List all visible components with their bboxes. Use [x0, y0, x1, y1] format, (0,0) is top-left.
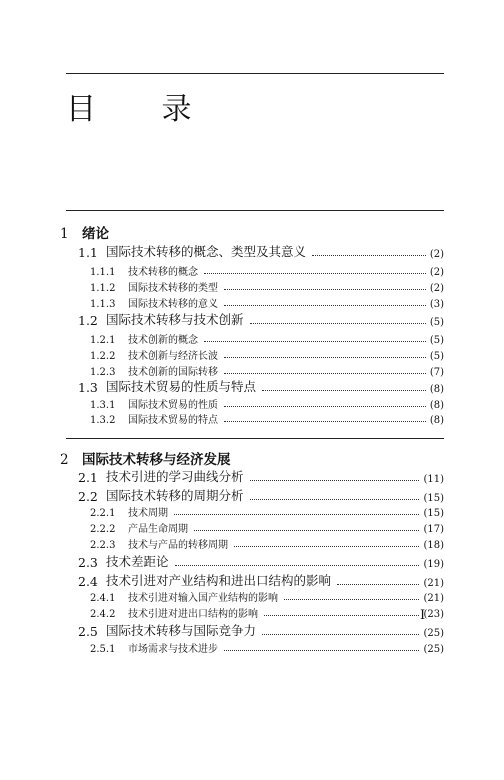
subsection-title: 技术与产品的转移周期	[128, 540, 228, 551]
subsection-number: 1.3.1	[90, 400, 116, 411]
dot-leader	[175, 565, 420, 566]
dot-leader	[262, 390, 426, 391]
page-number: (23)	[423, 609, 444, 620]
chapter-title: 国际技术转移与经济发展	[82, 452, 231, 468]
toc-entry[interactable]	[90, 396, 444, 411]
section-title: 技术引进的学习曲线分析	[106, 469, 244, 484]
page-number: (18)	[423, 540, 444, 551]
toc-entry[interactable]	[90, 520, 444, 535]
dot-leader	[224, 421, 426, 422]
section-title: 国际技术转移的概念、类型及其意义	[106, 244, 307, 259]
page-number: (2)	[429, 283, 444, 294]
toc-entry[interactable]	[90, 263, 444, 278]
subsection-number: 1.1.1	[90, 267, 116, 278]
dot-leader	[264, 615, 419, 616]
toc-entry[interactable]	[78, 242, 444, 260]
page-number: (25)	[423, 644, 444, 655]
dot-leader	[250, 499, 420, 500]
section-number: 1.2	[78, 313, 98, 328]
toc-entry[interactable]	[78, 486, 444, 504]
dot-leader	[224, 357, 426, 358]
chapter-heading[interactable]	[60, 448, 231, 468]
toc-entry[interactable]	[78, 621, 444, 639]
section-number: 2.2	[78, 489, 98, 504]
dot-leader	[284, 599, 419, 600]
toc-entry[interactable]	[78, 467, 444, 485]
section-number: 1.3	[78, 380, 98, 395]
dot-leader	[234, 546, 419, 547]
toc-entry[interactable]	[78, 571, 444, 589]
chapter-heading[interactable]	[60, 222, 109, 242]
subsection-title: 国际技术贸易的特点	[128, 415, 218, 426]
subsection-number: 1.2.3	[90, 367, 116, 378]
dot-leader	[224, 650, 419, 651]
toc-entry[interactable]	[90, 331, 444, 346]
subsection-number: 1.1.3	[90, 299, 116, 310]
toc-entry[interactable]	[90, 536, 444, 551]
subsection-title: 技术创新的国际转移	[128, 367, 218, 378]
toc-entry[interactable]	[90, 363, 444, 378]
dot-leader	[262, 634, 419, 635]
section-title: 技术差距论	[106, 554, 169, 569]
dot-leader	[337, 584, 419, 585]
subsection-title: 技术引进对进出口结构的影响	[128, 609, 258, 620]
toc-entry[interactable]	[90, 347, 444, 362]
page-number: (3)	[429, 299, 444, 310]
subsection-number: 1.1.2	[90, 283, 116, 294]
subsection-title: 国际技术转移的意义	[128, 299, 218, 310]
toc-entry[interactable]	[90, 589, 444, 604]
page-number: (5)	[429, 317, 444, 328]
dot-leader	[204, 273, 426, 274]
section-number: 2.3	[78, 555, 98, 570]
section-title: 国际技术转移与国际竞争力	[106, 623, 257, 638]
section-number: 1.1	[78, 245, 98, 260]
page-number: (21)	[423, 578, 444, 589]
page-number: (15)	[423, 493, 444, 504]
dot-leader	[250, 323, 426, 324]
dot-leader	[224, 373, 426, 374]
section-title: 国际技术转移与技术创新	[106, 312, 244, 327]
dot-leader	[174, 514, 419, 515]
page-number: (8)	[429, 400, 444, 411]
section-number: 2.5	[78, 624, 98, 639]
subsection-title: 技术创新的概念	[128, 335, 198, 346]
dot-leader	[224, 406, 426, 407]
toc-entry[interactable]	[90, 504, 444, 519]
page-number: (19)	[423, 559, 444, 570]
page-number: (8)	[429, 384, 444, 395]
page-number: (8)	[429, 415, 444, 426]
chapter-2-rule	[66, 438, 444, 439]
page-number: (5)	[429, 335, 444, 346]
section-title: 国际技术转移的周期分析	[106, 488, 244, 503]
toc-entry[interactable]	[78, 310, 444, 328]
top-rule	[66, 73, 444, 74]
page-number: (2)	[429, 249, 444, 260]
toc-entry[interactable]	[90, 605, 444, 620]
page-number: (7)	[429, 367, 444, 378]
chapter-1-rule	[66, 210, 444, 211]
toc-entry[interactable]	[90, 279, 444, 294]
subsection-number: 2.5.1	[90, 644, 116, 655]
page-number: (5)	[429, 351, 444, 362]
subsection-number: 2.4.2	[90, 609, 116, 620]
dot-leader	[204, 341, 426, 342]
section-number: 2.4	[78, 574, 98, 589]
subsection-title: 技术引进对输入国产业结构的影响	[128, 593, 278, 604]
section-title: 国际技术贸易的性质与特点	[106, 379, 257, 394]
subsection-title: 国际技术贸易的性质	[128, 400, 218, 411]
subsection-number: 2.2.3	[90, 540, 116, 551]
subsection-number: 1.2.2	[90, 351, 116, 362]
subsection-number: 2.2.2	[90, 524, 116, 535]
chapter-number: 1	[60, 226, 69, 242]
page-number: (17)	[423, 524, 444, 535]
page-number: (2)	[429, 267, 444, 278]
toc-entry[interactable]	[90, 295, 444, 310]
subsection-title: 技术周期	[128, 508, 168, 519]
dot-leader	[312, 255, 426, 256]
subsection-title: 国际技术转移的类型	[128, 283, 218, 294]
dot-leader	[250, 480, 420, 481]
section-title: 技术引进对产业结构和进出口结构的影响	[106, 573, 332, 588]
page-number: (11)	[423, 474, 444, 485]
subsection-number: 1.2.1	[90, 335, 116, 346]
dot-leader	[224, 289, 426, 290]
subsection-title: 市场需求与技术进步	[128, 644, 218, 655]
chapter-number: 2	[60, 452, 69, 468]
subsection-title: 产品生命周期	[128, 524, 188, 535]
page-number: (15)	[423, 508, 444, 519]
page-folio: I	[420, 608, 426, 623]
page-number: (21)	[423, 593, 444, 604]
dot-leader	[224, 305, 426, 306]
subsection-number: 2.4.1	[90, 593, 116, 604]
toc-entry[interactable]	[78, 377, 444, 395]
toc-entry[interactable]	[90, 640, 444, 655]
subsection-number: 2.2.1	[90, 508, 116, 519]
page-title: 目 录	[66, 92, 220, 127]
subsection-number: 1.3.2	[90, 415, 116, 426]
page-number: (25)	[423, 628, 444, 639]
toc-entry[interactable]	[90, 411, 444, 426]
subsection-title: 技术转移的概念	[128, 267, 198, 278]
section-number: 2.1	[78, 470, 98, 485]
dot-leader	[194, 530, 419, 531]
toc-entry[interactable]	[78, 552, 444, 570]
subsection-title: 技术创新与经济长波	[128, 351, 218, 362]
chapter-title: 绪论	[82, 226, 109, 242]
